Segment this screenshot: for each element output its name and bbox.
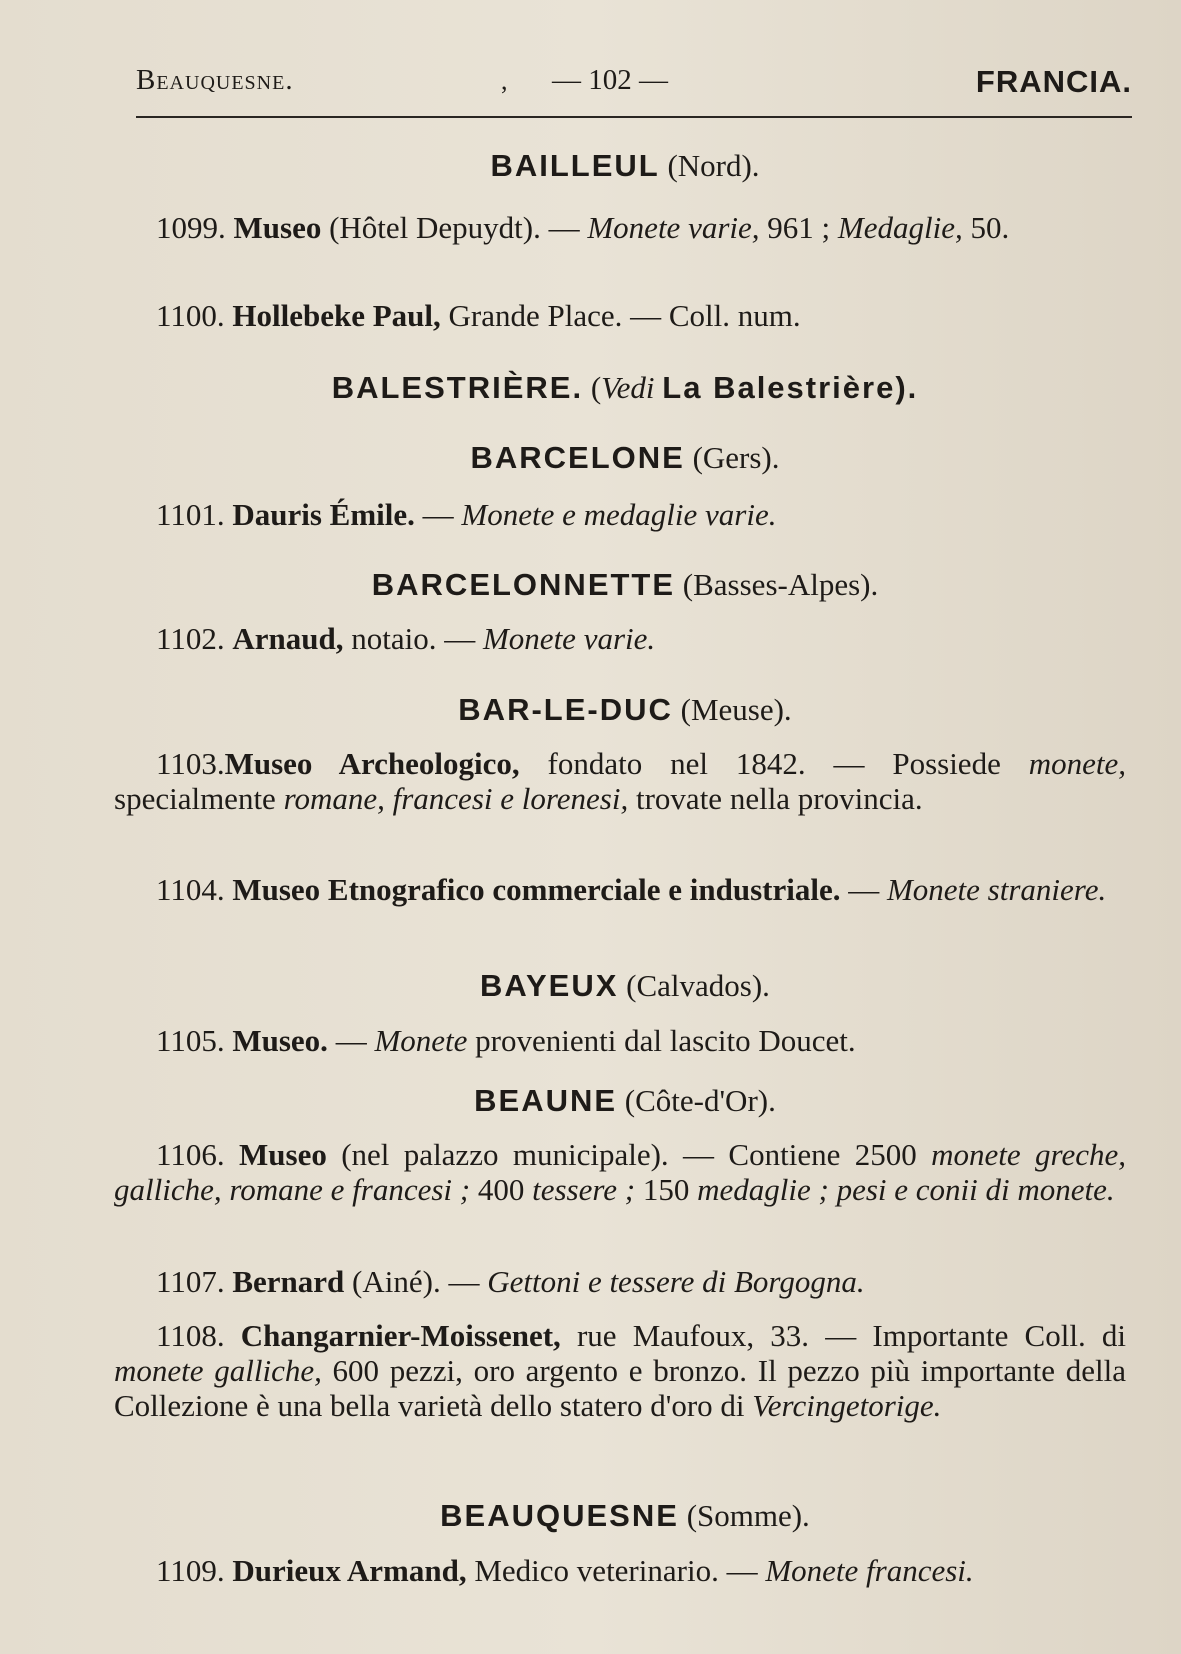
entry-number: 1105.	[156, 1023, 225, 1058]
entry-italic: Monete e medaglie varie.	[461, 497, 777, 532]
heading-crossref: La Balestrière).	[662, 370, 919, 405]
heading-region: (Meuse).	[680, 692, 792, 727]
running-head-mark: ,	[501, 66, 508, 95]
entry-italic: tessere ;	[532, 1172, 636, 1207]
entry-text: 600 pezzi, oro argento e bronzo. Il pezzo più importante della Collezione è una bella varietà dello statero d'oro di	[114, 1353, 1126, 1423]
entry-name: Museo Archeologico,	[224, 746, 520, 781]
entry-italic: e	[492, 781, 522, 816]
entry-text: —	[840, 872, 887, 907]
entry-name: Museo	[239, 1137, 327, 1172]
entry-text: —	[414, 497, 462, 532]
entry-number: 1108.	[156, 1318, 225, 1353]
heading-place: BAYEUX	[480, 968, 619, 1003]
entry-1105	[114, 1023, 1126, 1058]
entry-italic: Medaglie,	[837, 210, 963, 245]
entry-number: 1106.	[156, 1137, 225, 1172]
entry-number: 1103.	[156, 746, 225, 781]
entry-italic: lorenesi,	[521, 781, 629, 816]
entry-1106	[114, 1137, 1126, 1207]
heading-place: BAILLEUL	[490, 148, 660, 183]
running-head	[136, 62, 1132, 102]
entry-italic: Monete	[374, 1023, 468, 1058]
entry-number: 1099.	[156, 210, 226, 245]
entry-name: Bernard	[232, 1264, 345, 1299]
heading-barcelone	[120, 440, 1130, 476]
entry-name: Museo Etnografico commerciale e industriale.	[232, 872, 841, 907]
heading-region: (Basses-Alpes).	[682, 567, 879, 602]
entry-text: 961 ;	[759, 210, 838, 245]
heading-beauquesne	[120, 1498, 1130, 1534]
entry-text: —	[327, 1023, 375, 1058]
entry-text: provenienti dal lascito Doucet.	[467, 1023, 856, 1058]
entry-1107	[114, 1264, 1126, 1299]
entry-1108	[114, 1318, 1126, 1423]
heading-beaune	[120, 1083, 1130, 1119]
entry-text: notaio. —	[343, 621, 483, 656]
entry-1102	[114, 621, 1126, 656]
entry-number: 1101.	[156, 497, 225, 532]
entry-name: Museo.	[232, 1023, 328, 1058]
entry-number: 1100.	[156, 298, 225, 333]
header-rule	[136, 116, 1132, 118]
entry-text: (Ainé). —	[344, 1264, 488, 1299]
entry-text: trovate nella provincia.	[628, 781, 923, 816]
entry-italic: monete greche, galliche, romane e francesi ;	[114, 1137, 1126, 1207]
entry-1101	[114, 497, 1126, 532]
heading-barcelonnette	[120, 567, 1130, 603]
heading-place: BALESTRIÈRE.	[331, 370, 584, 405]
entry-name: Durieux Armand,	[232, 1553, 467, 1588]
entry-text: rue Maufoux, 33. — Importante Coll. di	[560, 1318, 1126, 1353]
entry-italic: Monete varie.	[482, 621, 656, 656]
entry-text	[385, 781, 393, 816]
entry-name: Museo	[233, 210, 322, 245]
heading-bayeux	[120, 968, 1130, 1004]
entry-name: Dauris Émile.	[232, 497, 415, 532]
entry-italic: Monete varie,	[587, 210, 760, 245]
heading-region: (Calvados).	[626, 968, 770, 1003]
entry-name: Hollebeke Paul,	[232, 298, 441, 333]
entry-name: Arnaud,	[232, 621, 344, 656]
heading-bar-le-duc	[120, 692, 1130, 728]
entry-number: 1107.	[156, 1264, 225, 1299]
heading-place: BEAUQUESNE	[440, 1498, 679, 1533]
heading-bailleul	[120, 148, 1130, 184]
entry-text: 150	[635, 1172, 698, 1207]
heading-vedi: Vedi	[601, 370, 655, 405]
entry-number: 1104.	[156, 872, 225, 907]
heading-paren: (	[583, 370, 602, 405]
heading-place: BAR-LE-DUC	[458, 692, 673, 727]
entry-1104	[114, 872, 1126, 907]
entry-name: Changarnier-Moissenet,	[240, 1318, 561, 1353]
heading-place: BARCELONNETTE	[371, 567, 676, 602]
entry-text: Medico veterinario. —	[466, 1553, 766, 1588]
entry-1100	[114, 298, 1126, 333]
entry-text: 50.	[962, 210, 1010, 245]
entry-text: specialmente	[114, 781, 284, 816]
entry-italic: Vercingetorige.	[752, 1388, 942, 1423]
entry-italic: monete,	[1028, 746, 1126, 781]
running-head-left: Beauquesne.	[136, 64, 294, 96]
entry-italic: francesi	[392, 781, 493, 816]
entry-1109	[114, 1553, 1126, 1588]
entry-italic: romane,	[283, 781, 385, 816]
entry-1103	[114, 746, 1126, 816]
entry-1099	[114, 210, 1126, 245]
entry-italic: Gettoni e tessere di Borgogna.	[487, 1264, 865, 1299]
entry-text: 400	[470, 1172, 533, 1207]
entry-number: 1109.	[156, 1553, 225, 1588]
heading-region: (Côte-d'Or).	[624, 1083, 776, 1118]
entry-text: (Hôtel Depuydt). —	[329, 210, 588, 245]
entry-text: fondato nel 1842. — Possiede	[519, 746, 1029, 781]
page-number: — 102 —	[552, 64, 668, 96]
heading-region: (Somme).	[686, 1498, 810, 1533]
entry-italic: monete galliche,	[114, 1353, 322, 1388]
heading-place: BARCELONE	[470, 440, 685, 475]
heading-balestriere	[120, 370, 1130, 406]
entry-italic: medaglie ; pesi e conii di monete.	[697, 1172, 1115, 1207]
heading-region: (Gers).	[692, 440, 780, 475]
heading-place: BEAUNE	[474, 1083, 618, 1118]
entry-text: Grande Place. — Coll. num.	[440, 298, 801, 333]
entry-italic: Monete straniere.	[886, 872, 1107, 907]
running-head-right: FRANCIA.	[975, 64, 1132, 99]
entry-number: 1102.	[156, 621, 225, 656]
entry-italic: Monete francesi.	[765, 1553, 974, 1588]
heading-region: (Nord).	[667, 148, 760, 183]
entry-text: (nel palazzo municipale). — Contiene 2500	[326, 1137, 932, 1172]
